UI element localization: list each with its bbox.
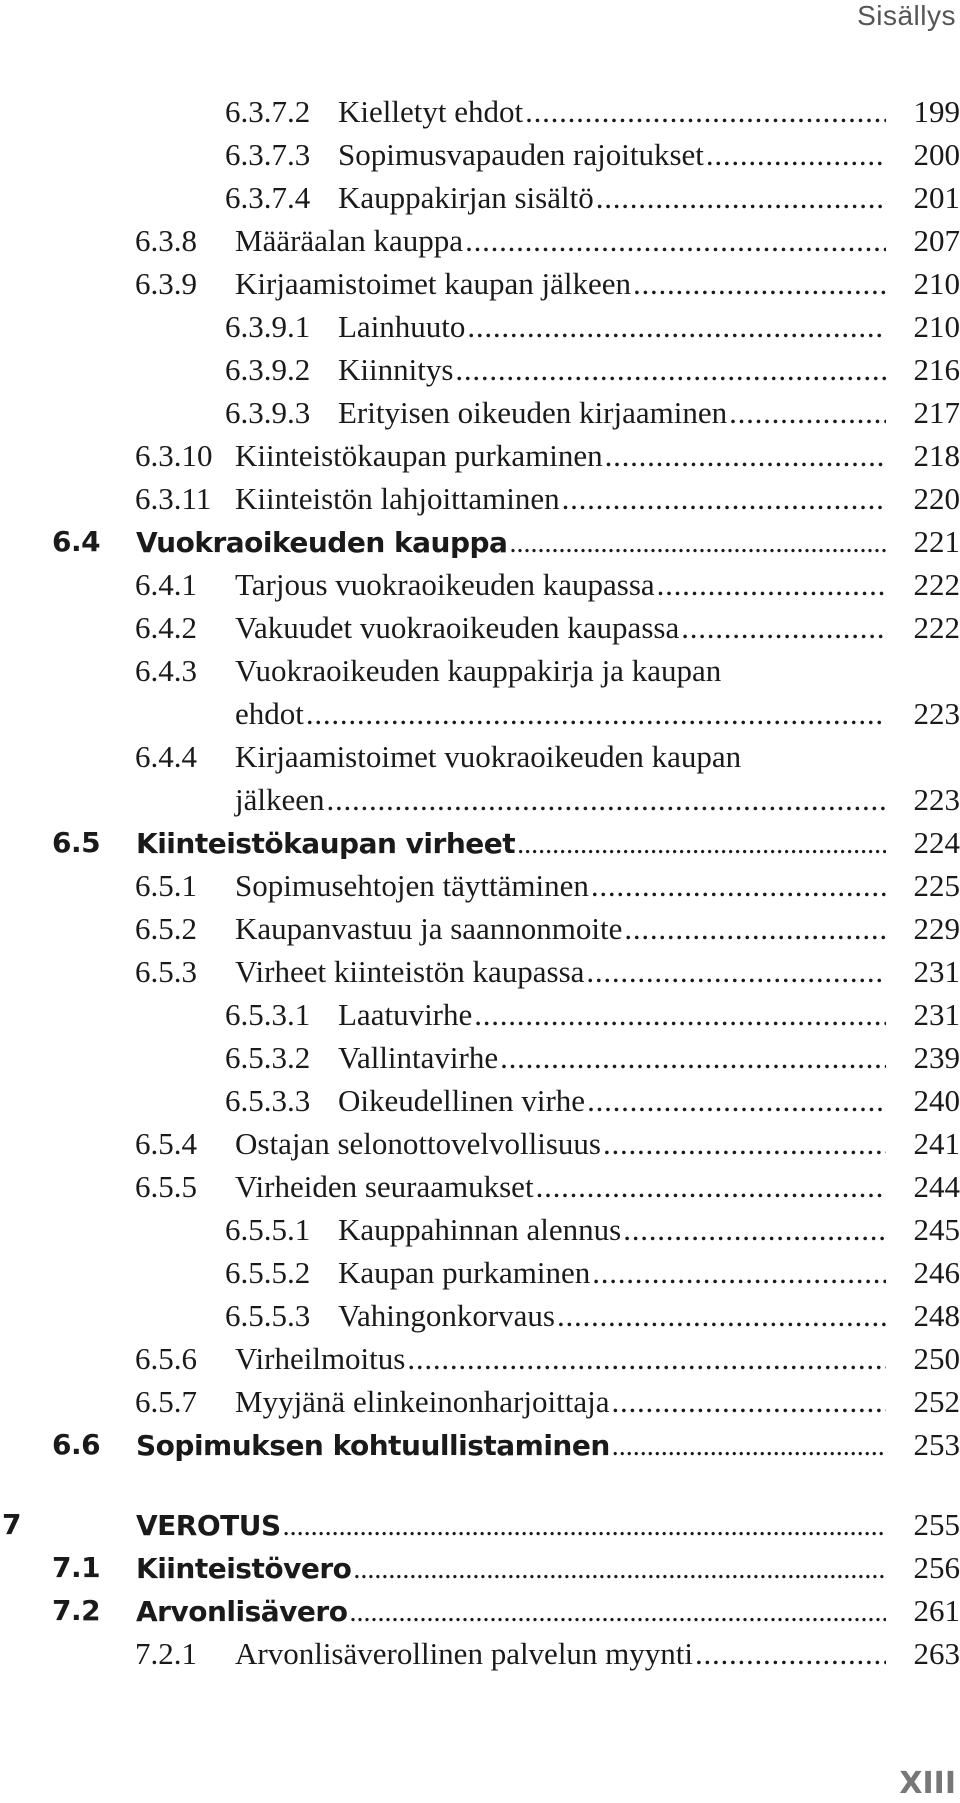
page-number: XIII xyxy=(899,1766,956,1801)
toc-entry[interactable] xyxy=(0,649,960,692)
toc-entry-continuation[interactable] xyxy=(0,692,960,735)
toc-entry[interactable] xyxy=(0,1337,960,1380)
toc-entry[interactable] xyxy=(0,1208,960,1251)
toc-entry-title: Kirjaamistoimet vuokraoikeuden kaupan xyxy=(235,739,742,774)
toc-entry[interactable] xyxy=(0,348,960,391)
toc-entry-page: 239 xyxy=(913,1040,960,1075)
toc-entry-page: 210 xyxy=(913,309,960,344)
toc-entry-page: 248 xyxy=(913,1298,960,1333)
toc-dot-leader xyxy=(353,1548,886,1591)
toc-entry-title: Lainhuuto xyxy=(338,309,466,344)
toc-entry-title: Oikeudellinen virhe xyxy=(338,1083,586,1118)
toc-entry[interactable] xyxy=(0,1036,960,1079)
toc-entry-page: 199 xyxy=(913,94,960,129)
toc-entry-title: Vahingonkorvaus xyxy=(338,1298,555,1333)
toc-entry-title: Virheiden seuraamukset xyxy=(235,1169,534,1204)
toc-entry-number: 6.5.3.1 xyxy=(225,997,311,1032)
toc-dot-leader xyxy=(517,823,886,866)
toc-entry[interactable] xyxy=(0,262,960,305)
toc-entry-page: 201 xyxy=(913,180,960,215)
toc-dot-leader xyxy=(592,1251,886,1294)
toc-entry-title: Sopimusehtojen täyttäminen xyxy=(235,868,589,903)
toc-entry[interactable] xyxy=(0,1251,960,1294)
toc-entry-title: Sopimusvapauden rajoitukset xyxy=(338,137,704,172)
toc-entry-page: 220 xyxy=(913,481,960,516)
toc-entry-title: Virheilmoitus xyxy=(235,1341,406,1376)
toc-entry-title: Tarjous vuokraoikeuden kaupassa xyxy=(235,567,655,602)
toc-entry-title: Vallintavirhe xyxy=(338,1040,499,1075)
toc-entry[interactable] xyxy=(0,219,960,262)
toc-entry[interactable] xyxy=(0,1165,960,1208)
toc-entry-number: 6.3.11 xyxy=(135,481,212,516)
toc-entry-page: 222 xyxy=(913,610,960,645)
toc-entry[interactable] xyxy=(0,1632,960,1675)
toc-dot-leader xyxy=(557,1294,886,1337)
toc-entry-page: 253 xyxy=(913,1427,960,1462)
toc-entry-number: 6.5.3 xyxy=(135,954,197,989)
toc-entry-page: 221 xyxy=(913,524,960,559)
toc-entry-page: 261 xyxy=(913,1593,960,1628)
toc-entry-page: 207 xyxy=(913,223,960,258)
toc-entry-page: 231 xyxy=(913,997,960,1032)
toc-entry-title: Kiinnitys xyxy=(338,352,454,387)
toc-entry-title: Myyjänä elinkeinonharjoittaja xyxy=(235,1384,610,1419)
toc-dot-leader xyxy=(474,993,886,1036)
toc-entry-title: Määräalan kauppa xyxy=(235,223,464,258)
toc-entry-page: 256 xyxy=(913,1550,960,1585)
toc-entry-number: 7.2.1 xyxy=(135,1636,197,1671)
toc-entry-number: 6.5.2 xyxy=(135,911,197,946)
toc-entry-title: Ostajan selonottovelvollisuus xyxy=(235,1126,601,1161)
toc-dot-leader xyxy=(525,90,886,133)
table-of-contents xyxy=(0,90,960,1750)
toc-entry-page: 200 xyxy=(913,137,960,172)
toc-entry[interactable] xyxy=(0,864,960,907)
toc-entry[interactable] xyxy=(0,735,960,778)
toc-dot-leader xyxy=(562,477,886,520)
toc-dot-leader xyxy=(500,1036,886,1079)
toc-entry-continuation[interactable] xyxy=(0,778,960,821)
toc-entry-page: 263 xyxy=(913,1636,960,1671)
toc-entry-number: 6.4.4 xyxy=(135,739,197,774)
toc-dot-leader xyxy=(603,1122,886,1165)
toc-entry[interactable] xyxy=(0,1503,960,1546)
toc-dot-leader xyxy=(611,1380,886,1423)
toc-entry-number: 6.3.8 xyxy=(135,223,197,258)
toc-entry-page: 222 xyxy=(913,567,960,602)
toc-entry[interactable] xyxy=(0,563,960,606)
toc-dot-leader xyxy=(587,1079,886,1122)
toc-entry-number: 6.3.7.3 xyxy=(225,137,311,172)
toc-entry-title: Kirjaamistoimet kaupan jälkeen xyxy=(235,266,631,301)
toc-dot-leader xyxy=(729,391,886,434)
toc-entry-number: 6.3.10 xyxy=(135,438,213,473)
toc-entry-number: 6.5.4 xyxy=(135,1126,197,1161)
toc-entry-title: Kielletyt ehdot xyxy=(338,94,524,129)
toc-entry-title: Kaupanvastuu ja saannonmoite xyxy=(235,911,623,946)
toc-entry-page: 250 xyxy=(913,1341,960,1376)
toc-entry-title: Vuokraoikeuden kauppa xyxy=(136,526,508,559)
toc-entry[interactable] xyxy=(0,1122,960,1165)
toc-entry-number: 6.5 xyxy=(52,826,101,859)
toc-entry-number: 6.5.3.2 xyxy=(225,1040,311,1075)
toc-entry-page: 218 xyxy=(913,438,960,473)
toc-entry-page: 252 xyxy=(913,1384,960,1419)
toc-entry-page: 229 xyxy=(913,911,960,946)
toc-entry[interactable] xyxy=(0,434,960,477)
toc-entry-page: 223 xyxy=(913,696,960,731)
toc-entry[interactable] xyxy=(0,391,960,434)
toc-entry[interactable] xyxy=(0,950,960,993)
toc-entry[interactable] xyxy=(0,520,960,563)
toc-entry-title: jälkeen xyxy=(235,782,325,817)
toc-entry-number: 6.5.3.3 xyxy=(225,1083,311,1118)
toc-dot-leader xyxy=(596,176,886,219)
toc-entry-page: 240 xyxy=(913,1083,960,1118)
toc-entry-page: 245 xyxy=(913,1212,960,1247)
toc-entry-page: 231 xyxy=(913,954,960,989)
toc-entry-title: Kiinteistön lahjoittaminen xyxy=(235,481,560,516)
toc-entry-number: 6.3.9.3 xyxy=(225,395,311,430)
toc-dot-leader xyxy=(591,864,886,907)
toc-entry-number: 6.4 xyxy=(52,525,101,558)
toc-entry-title: Kiinteistövero xyxy=(136,1552,352,1585)
toc-entry-number: 6.3.7.4 xyxy=(225,180,311,215)
toc-dot-leader xyxy=(509,522,886,565)
toc-entry-number: 6.5.5.3 xyxy=(225,1298,311,1333)
toc-entry[interactable] xyxy=(0,1423,960,1466)
toc-entry-page: 224 xyxy=(913,825,960,860)
toc-entry-title: Virheet kiinteistön kaupassa xyxy=(235,954,585,989)
toc-entry-title: Laatuvirhe xyxy=(338,997,473,1032)
toc-dot-leader xyxy=(407,1337,886,1380)
toc-entry-page: 210 xyxy=(913,266,960,301)
toc-entry-number: 7.1 xyxy=(52,1551,101,1584)
toc-entry-number: 6.5.1 xyxy=(135,868,197,903)
toc-entry-page: 246 xyxy=(913,1255,960,1290)
running-head: Sisällys xyxy=(857,0,956,31)
toc-dot-leader xyxy=(633,262,886,305)
toc-entry-number: 6.5.5.1 xyxy=(225,1212,311,1247)
toc-entry-page: 223 xyxy=(913,782,960,817)
toc-dot-leader xyxy=(605,434,886,477)
toc-dot-leader xyxy=(623,1208,886,1251)
toc-dot-leader xyxy=(283,1505,886,1548)
toc-entry-title: Vakuudet vuokraoikeuden kaupassa xyxy=(235,610,680,645)
toc-entry[interactable] xyxy=(0,1079,960,1122)
toc-entry[interactable] xyxy=(0,477,960,520)
toc-dot-leader xyxy=(624,907,886,950)
toc-entry-title: Sopimuksen kohtuullistaminen xyxy=(136,1429,610,1462)
toc-entry-number: 6.4.2 xyxy=(135,610,197,645)
toc-dot-leader xyxy=(612,1425,886,1468)
toc-entry-page: 244 xyxy=(913,1169,960,1204)
toc-entry-number: 6.3.9 xyxy=(135,266,197,301)
toc-entry[interactable] xyxy=(0,821,960,864)
toc-entry-number: 6.3.9.2 xyxy=(225,352,311,387)
toc-entry[interactable] xyxy=(0,90,960,133)
toc-entry[interactable] xyxy=(0,606,960,649)
toc-entry[interactable] xyxy=(0,176,960,219)
toc-entry-title: Kauppakirjan sisältö xyxy=(338,180,594,215)
toc-entry-number: 6.5.6 xyxy=(135,1341,197,1376)
toc-entry-title: Kiinteistökaupan purkaminen xyxy=(235,438,603,473)
toc-entry-title: Kauppahinnan alennus xyxy=(338,1212,622,1247)
toc-entry-title: VEROTUS xyxy=(136,1509,281,1542)
toc-dot-leader xyxy=(327,778,886,821)
toc-dot-leader xyxy=(306,692,886,735)
toc-entry-number: 7 xyxy=(2,1508,21,1541)
toc-entry[interactable] xyxy=(0,993,960,1036)
toc-entry-number: 6.5.7 xyxy=(135,1384,197,1419)
toc-dot-leader xyxy=(349,1591,886,1634)
toc-dot-leader xyxy=(706,133,886,176)
toc-entry[interactable] xyxy=(0,1294,960,1337)
toc-dot-leader xyxy=(695,1632,886,1675)
toc-entry-page: 216 xyxy=(913,352,960,387)
toc-entry-page: 217 xyxy=(913,395,960,430)
toc-entry-number: 6.6 xyxy=(52,1428,101,1461)
toc-entry-title: Arvonlisävero xyxy=(136,1595,348,1628)
toc-entry-title: ehdot xyxy=(235,696,304,731)
toc-entry-title: Kiinteistökaupan virheet xyxy=(136,827,516,860)
toc-entry-title: Erityisen oikeuden kirjaaminen xyxy=(338,395,728,430)
toc-entry-title: Kaupan purkaminen xyxy=(338,1255,591,1290)
toc-dot-leader xyxy=(586,950,886,993)
toc-entry[interactable] xyxy=(0,1546,960,1589)
toc-entry-number: 6.4.1 xyxy=(135,567,197,602)
toc-entry[interactable] xyxy=(0,1380,960,1423)
toc-entry-title: Arvonlisäverollinen palvelun myynti xyxy=(235,1636,694,1671)
toc-entry-page: 241 xyxy=(913,1126,960,1161)
toc-entry[interactable] xyxy=(0,305,960,348)
toc-dot-leader xyxy=(681,606,886,649)
toc-entry-page: 225 xyxy=(913,868,960,903)
toc-dot-leader xyxy=(536,1165,886,1208)
toc-dot-leader xyxy=(455,348,886,391)
toc-entry-number: 6.4.3 xyxy=(135,653,197,688)
toc-entry-number: 6.5.5 xyxy=(135,1169,197,1204)
toc-entry-number: 6.3.9.1 xyxy=(225,309,311,344)
toc-entry[interactable] xyxy=(0,907,960,950)
toc-entry-number: 7.2 xyxy=(52,1594,101,1627)
toc-entry-number: 6.3.7.2 xyxy=(225,94,311,129)
toc-dot-leader xyxy=(657,563,886,606)
toc-entry[interactable] xyxy=(0,1589,960,1632)
toc-entry-number: 6.5.5.2 xyxy=(225,1255,311,1290)
toc-entry-title: Vuokraoikeuden kauppakirja ja kaupan xyxy=(235,653,722,688)
toc-entry[interactable] xyxy=(0,133,960,176)
toc-dot-leader xyxy=(467,305,886,348)
toc-dot-leader xyxy=(465,219,886,262)
toc-entry-page: 255 xyxy=(913,1507,960,1542)
